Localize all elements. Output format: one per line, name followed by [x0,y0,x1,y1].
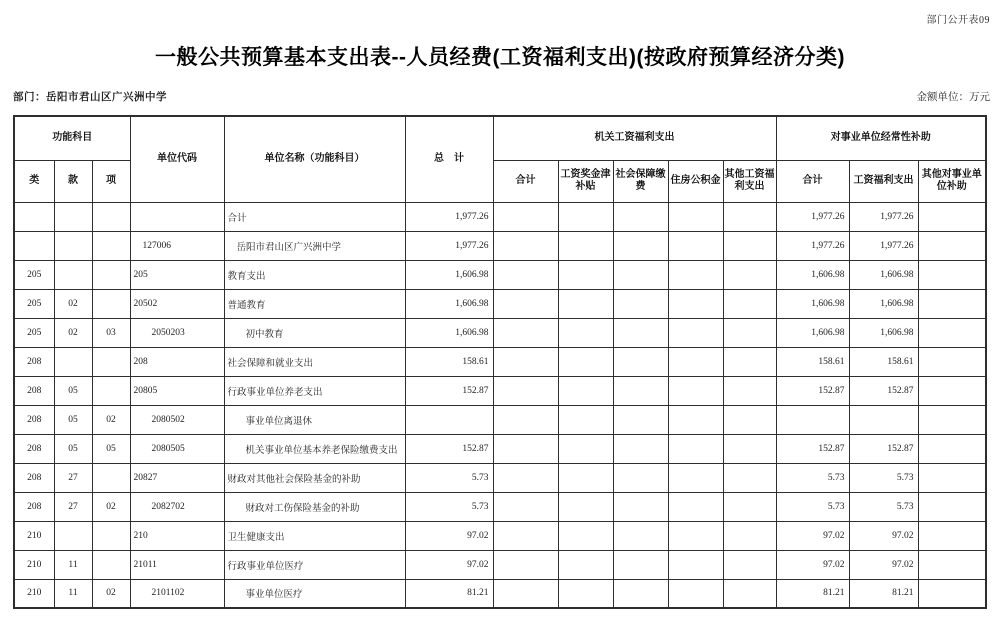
cell-unit-code: 2101102 [130,579,224,608]
cell-unit-code: 127006 [130,231,224,260]
table-row [14,521,986,550]
page-title: 一般公共预算基本支出表--人员经费(工资福利支出)(按政府预算经济分类) [155,46,845,69]
cell-org-2 [613,260,668,289]
cell-org-0 [493,521,558,550]
cell-org-1 [558,231,613,260]
table-body [14,202,986,608]
cell-total: 1,606.98 [405,289,493,318]
cell-func-kuan: 02 [54,289,92,318]
cell-org-2 [613,434,668,463]
cell-func-lei [14,202,54,231]
cell-inst-0: 1,606.98 [776,260,849,289]
cell-org-2 [613,463,668,492]
cell-unit-code: 20805 [130,376,224,405]
table-row [14,231,986,260]
cell-unit-code: 21011 [130,550,224,579]
cell-unit-name: 岳阳市君山区广兴洲中学 [224,231,405,260]
cell-total: 1,606.98 [405,260,493,289]
cell-func-xiang: 02 [92,492,130,521]
cell-org-4 [723,231,776,260]
cell-org-1 [558,376,613,405]
meta-row [13,89,990,104]
cell-inst-0: 97.02 [776,550,849,579]
cell-org-3 [668,550,723,579]
cell-inst-2 [918,492,986,521]
cell-inst-0: 1,606.98 [776,318,849,347]
cell-total: 1,977.26 [405,202,493,231]
cell-inst-1: 158.61 [849,347,918,376]
cell-func-kuan [54,347,92,376]
cell-inst-0: 152.87 [776,434,849,463]
cell-inst-0 [776,405,849,434]
cell-org-0 [493,463,558,492]
doc-code: 部门公开表09 [926,15,990,26]
cell-org-4 [723,521,776,550]
cell-inst-0: 1,977.26 [776,202,849,231]
cell-total: 1,606.98 [405,318,493,347]
cell-func-lei: 208 [14,405,54,434]
cell-org-1 [558,579,613,608]
cell-func-kuan: 02 [54,318,92,347]
budget-table [13,115,987,609]
cell-org-4 [723,579,776,608]
cell-func-xiang [92,376,130,405]
cell-unit-name: 社会保障和就业支出 [224,347,405,376]
cell-func-kuan: 11 [54,579,92,608]
cell-org-0 [493,347,558,376]
table-row [14,463,986,492]
cell-func-xiang [92,463,130,492]
cell-total [405,405,493,434]
cell-unit-name: 行政事业单位养老支出 [224,376,405,405]
cell-org-0 [493,202,558,231]
cell-org-4 [723,463,776,492]
cell-unit-code: 2080505 [130,434,224,463]
cell-inst-2 [918,376,986,405]
cell-org-4 [723,434,776,463]
cell-org-3 [668,318,723,347]
cell-func-lei [14,231,54,260]
cell-func-kuan: 05 [54,434,92,463]
cell-inst-2 [918,289,986,318]
header-func-xiang: 项 [92,160,130,202]
table-row [14,289,986,318]
cell-func-xiang: 03 [92,318,130,347]
cell-func-lei: 205 [14,260,54,289]
cell-inst-0: 1,606.98 [776,289,849,318]
cell-org-1 [558,434,613,463]
table-row [14,318,986,347]
cell-func-lei: 205 [14,318,54,347]
cell-org-3 [668,289,723,318]
header-org-group: 机关工资福利支出 [493,116,776,160]
cell-func-xiang: 02 [92,579,130,608]
cell-func-xiang: 05 [92,434,130,463]
cell-func-kuan: 05 [54,376,92,405]
cell-org-3 [668,405,723,434]
cell-org-0 [493,405,558,434]
cell-func-lei: 208 [14,376,54,405]
cell-func-lei: 208 [14,463,54,492]
cell-org-1 [558,289,613,318]
cell-total: 152.87 [405,376,493,405]
cell-unit-code: 208 [130,347,224,376]
header-inst-subtotal: 合计 [776,160,849,202]
cell-org-3 [668,521,723,550]
header-row-groups [14,116,986,160]
cell-func-lei: 208 [14,347,54,376]
cell-unit-name: 事业单位离退休 [224,405,405,434]
cell-inst-1: 1,606.98 [849,260,918,289]
cell-func-lei: 210 [14,521,54,550]
cell-unit-name: 教育支出 [224,260,405,289]
cell-inst-1: 152.87 [849,376,918,405]
cell-org-2 [613,405,668,434]
cell-unit-name: 合计 [224,202,405,231]
cell-org-0 [493,550,558,579]
cell-inst-0: 5.73 [776,463,849,492]
cell-org-2 [613,289,668,318]
table-header [14,116,986,202]
cell-total: 97.02 [405,521,493,550]
cell-inst-0: 158.61 [776,347,849,376]
cell-total: 5.73 [405,492,493,521]
header-func-group: 功能科目 [14,116,130,160]
cell-unit-name: 事业单位医疗 [224,579,405,608]
cell-unit-code: 2050203 [130,318,224,347]
cell-func-kuan [54,231,92,260]
cell-inst-2 [918,463,986,492]
table-row [14,347,986,376]
cell-org-4 [723,202,776,231]
header-unit-code: 单位代码 [130,116,224,202]
table-row [14,405,986,434]
cell-org-1 [558,550,613,579]
cell-org-4 [723,550,776,579]
cell-org-2 [613,579,668,608]
cell-inst-1: 97.02 [849,550,918,579]
cell-total: 97.02 [405,550,493,579]
header-org-subtotal: 合计 [493,160,558,202]
cell-inst-2 [918,521,986,550]
cell-unit-name: 财政对工伤保险基金的补助 [224,492,405,521]
cell-inst-1: 5.73 [849,492,918,521]
cell-unit-code: 2080502 [130,405,224,434]
cell-org-2 [613,550,668,579]
cell-func-xiang [92,521,130,550]
cell-org-2 [613,492,668,521]
cell-org-3 [668,492,723,521]
header-func-lei: 类 [14,160,54,202]
cell-org-0 [493,231,558,260]
cell-func-xiang: 02 [92,405,130,434]
header-org-wage-bonus: 工资奖金津补贴 [558,160,613,202]
cell-inst-1: 1,977.26 [849,202,918,231]
cell-org-3 [668,231,723,260]
cell-unit-name: 卫生健康支出 [224,521,405,550]
cell-unit-code: 205 [130,260,224,289]
table-row [14,579,986,608]
cell-unit-code: 20502 [130,289,224,318]
cell-org-2 [613,376,668,405]
cell-total: 81.21 [405,579,493,608]
header-inst-other-subsidy: 其他对事业单位补助 [918,160,986,202]
cell-org-0 [493,376,558,405]
table-row [14,550,986,579]
cell-org-0 [493,434,558,463]
cell-org-1 [558,347,613,376]
table-row [14,434,986,463]
cell-unit-code: 210 [130,521,224,550]
header-org-other-welfare: 其他工资福利支出 [723,160,776,202]
table-row [14,260,986,289]
header-org-housing-fund: 住房公积金 [668,160,723,202]
cell-inst-0: 81.21 [776,579,849,608]
department-label: 部门：岳阳市君山区广兴洲中学 [13,91,167,103]
table-row [14,202,986,231]
header-org-social-security: 社会保障缴费 [613,160,668,202]
cell-org-0 [493,492,558,521]
cell-func-kuan [54,521,92,550]
cell-unit-code: 2082702 [130,492,224,521]
cell-inst-1: 1,606.98 [849,289,918,318]
cell-func-kuan [54,260,92,289]
cell-org-2 [613,318,668,347]
cell-org-4 [723,347,776,376]
amount-unit-label: 金额单位：万元 [916,92,990,103]
cell-org-3 [668,202,723,231]
cell-inst-1: 5.73 [849,463,918,492]
cell-inst-2 [918,579,986,608]
cell-func-lei: 210 [14,579,54,608]
cell-org-1 [558,318,613,347]
cell-org-4 [723,492,776,521]
cell-func-kuan: 27 [54,492,92,521]
cell-func-kuan: 27 [54,463,92,492]
table-row [14,492,986,521]
cell-org-3 [668,260,723,289]
cell-inst-1 [849,405,918,434]
cell-func-xiang [92,202,130,231]
header-unit-name: 单位名称（功能科目） [224,116,405,202]
cell-org-0 [493,260,558,289]
cell-inst-2 [918,260,986,289]
cell-inst-2 [918,347,986,376]
cell-total: 1,977.26 [405,231,493,260]
header-total: 总 计 [405,116,493,202]
cell-inst-1: 1,977.26 [849,231,918,260]
cell-total: 5.73 [405,463,493,492]
cell-unit-name: 财政对其他社会保险基金的补助 [224,463,405,492]
header-func-kuan: 款 [54,160,92,202]
cell-inst-2 [918,202,986,231]
cell-org-2 [613,347,668,376]
cell-unit-name: 机关事业单位基本养老保险缴费支出 [224,434,405,463]
cell-org-1 [558,492,613,521]
cell-inst-2 [918,231,986,260]
cell-org-0 [493,579,558,608]
cell-func-lei: 208 [14,434,54,463]
cell-unit-name: 普通教育 [224,289,405,318]
cell-org-3 [668,376,723,405]
cell-org-1 [558,260,613,289]
cell-func-xiang [92,550,130,579]
cell-org-3 [668,434,723,463]
cell-func-lei: 210 [14,550,54,579]
cell-org-2 [613,521,668,550]
cell-inst-1: 97.02 [849,521,918,550]
cell-inst-0: 1,977.26 [776,231,849,260]
cell-org-2 [613,202,668,231]
cell-org-0 [493,289,558,318]
cell-org-4 [723,318,776,347]
cell-total: 158.61 [405,347,493,376]
cell-org-1 [558,521,613,550]
cell-org-1 [558,463,613,492]
cell-func-lei: 205 [14,289,54,318]
cell-unit-name: 行政事业单位医疗 [224,550,405,579]
cell-func-kuan [54,202,92,231]
cell-org-1 [558,405,613,434]
cell-func-kuan: 05 [54,405,92,434]
cell-org-4 [723,376,776,405]
cell-org-4 [723,405,776,434]
cell-inst-2 [918,405,986,434]
cell-inst-1: 81.21 [849,579,918,608]
cell-func-kuan: 11 [54,550,92,579]
cell-unit-code: 20827 [130,463,224,492]
cell-func-xiang [92,260,130,289]
cell-org-3 [668,463,723,492]
cell-org-3 [668,579,723,608]
cell-total: 152.87 [405,434,493,463]
cell-org-0 [493,318,558,347]
cell-org-4 [723,260,776,289]
cell-inst-0: 5.73 [776,492,849,521]
cell-inst-2 [918,318,986,347]
cell-inst-1: 1,606.98 [849,318,918,347]
cell-inst-1: 152.87 [849,434,918,463]
cell-org-1 [558,202,613,231]
cell-inst-2 [918,434,986,463]
cell-inst-2 [918,550,986,579]
cell-func-xiang [92,289,130,318]
cell-func-xiang [92,347,130,376]
cell-unit-code [130,202,224,231]
table-row [14,376,986,405]
cell-inst-0: 97.02 [776,521,849,550]
cell-inst-0: 152.87 [776,376,849,405]
cell-org-2 [613,231,668,260]
cell-func-lei: 208 [14,492,54,521]
cell-org-4 [723,289,776,318]
header-inst-group: 对事业单位经常性补助 [776,116,986,160]
cell-unit-name: 初中教育 [224,318,405,347]
header-inst-wage-welfare: 工资福利支出 [849,160,918,202]
cell-func-xiang [92,231,130,260]
cell-org-3 [668,347,723,376]
